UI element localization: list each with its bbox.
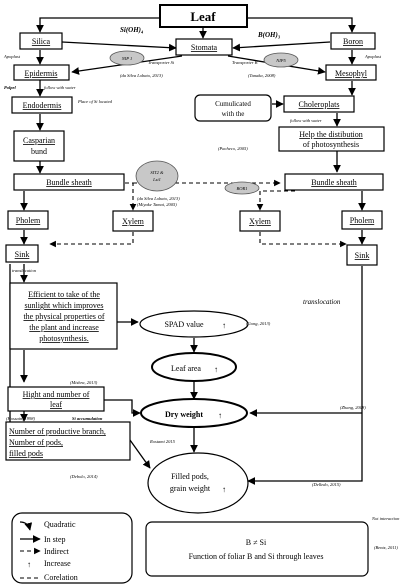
ref-hossain-note: (Hossain, 1998): [6, 416, 35, 421]
leaf-area-node: [152, 353, 236, 381]
xylem-right-box: [240, 211, 280, 231]
cholorplats-box: [284, 96, 354, 112]
efficient-box: [10, 283, 117, 349]
height-label-2: leaf: [50, 400, 62, 409]
silica-box: [20, 33, 62, 49]
efficient-line-2: sunlight which improves: [24, 301, 104, 310]
follow-water-right-note: follow with water: [290, 118, 322, 123]
leaf-area-label: Leaf area: [171, 364, 201, 373]
spad-label: SPAD value: [164, 320, 204, 329]
legend-quadratic: Quadratic: [44, 520, 76, 529]
productive-line-2: Number of pods,: [9, 438, 63, 447]
legend-in-step: In step: [44, 535, 66, 544]
endodermis-label: Endodermis: [22, 101, 62, 110]
sink-left-box: [6, 245, 38, 262]
efficient-line-5: photosynthesis.: [39, 334, 89, 343]
help-distribution-box: [279, 127, 384, 151]
productive-line-1: Number of productive branch,: [9, 427, 106, 436]
si-oh4-label: Si(OH)₄: [120, 26, 144, 34]
ref-miyake-note: (Miyake Tamai, 2005): [137, 202, 177, 207]
ref-rostami-note: Rostami 2015: [150, 439, 175, 444]
leaf-label: Leaf: [190, 9, 216, 24]
help-dist-label-2: of photosynthesis: [302, 140, 360, 149]
mesophyl-label: Mesophyl: [335, 69, 367, 78]
stomata-label: Stomata: [190, 43, 218, 52]
b-oh3-label: B(OH)₃: [258, 31, 281, 39]
endodermis-box: [12, 97, 72, 113]
bundle-sheath-right-box: [285, 174, 383, 190]
ref-pacheco-note: (Pacheco, 2005): [218, 146, 248, 151]
mesophyl-box: [326, 65, 376, 80]
legend: [12, 513, 132, 583]
ref-debolo-note: (Debolo, 2014): [70, 474, 98, 479]
filled-pods-increase-icon: ↑: [222, 485, 226, 494]
bor1-chip: [225, 182, 259, 194]
productive-box: [6, 422, 130, 460]
height-box: [8, 387, 104, 411]
sink-right-label: Sink: [354, 251, 370, 260]
translocation-right-note: translocation: [303, 298, 341, 306]
lsi1-chip: [110, 51, 144, 65]
nip5-label: NIP5: [276, 58, 286, 63]
spad-increase-icon: ↑: [222, 321, 226, 330]
efficient-line-4: the plant and increase: [29, 323, 99, 332]
not-interaction-note: Not interaction: [372, 516, 400, 521]
follow-water-note: follow with water: [44, 85, 76, 90]
xylem-left-box: [113, 211, 153, 231]
polpel-note: Polpel: [4, 85, 16, 90]
transporter-b-note: Transporter B: [232, 60, 258, 65]
ref-bentz-note: (Bentz, 2011): [374, 545, 398, 550]
bundle-sheath-right-label: Bundle sheath: [311, 178, 357, 187]
function-box-text: Function of foliar B and Si through leaves: [188, 552, 324, 561]
bundle-sheath-left-label: Bundle sheath: [46, 178, 92, 187]
legend-corelation: Corelation: [44, 573, 78, 582]
casparian-label-2: bund: [31, 147, 47, 156]
lsi1-label: NIP 1: [121, 56, 133, 61]
bor1-label: BOR1: [236, 186, 248, 191]
lsi2-chip: [136, 161, 178, 191]
casparian-box: [14, 131, 64, 161]
ref-tanaka-note: (Tanaka, 2008): [248, 73, 276, 78]
pholem-right-label: Pholem: [349, 216, 375, 225]
boron-label: Boron: [343, 37, 363, 46]
legend-increase-icon: ↑: [27, 560, 31, 569]
help-dist-label-1: Help the distibution: [299, 130, 363, 139]
transporter-si-note: Transporter Si: [148, 60, 175, 65]
apoplast-right-note: Apoplast: [365, 54, 382, 59]
filled-pods-node: [148, 453, 248, 513]
leaf-area-increase-icon: ↑: [214, 365, 218, 374]
sink-right-box: [347, 245, 377, 265]
casparian-label-1: Casparian: [23, 136, 55, 145]
pholem-left-box: [8, 211, 48, 229]
ref-gong-note: (Gong, 2013): [246, 321, 271, 326]
pholem-left-label: Pholem: [15, 216, 41, 225]
filled-pods-line-1: Filled pods,: [171, 472, 209, 481]
ref-zhang-note: (Zhang, 2008): [340, 405, 366, 410]
dry-weight-increase-icon: ↑: [218, 411, 222, 420]
boron-box: [331, 33, 375, 49]
efficient-line-3: the physical properties of: [23, 312, 105, 321]
height-label-1: Hight and number of: [22, 390, 90, 399]
translocation-left-note: translocation: [12, 268, 37, 273]
dry-weight-node: [141, 399, 247, 427]
spad-node: [140, 311, 248, 337]
ref-silva2-note: (da Silva Lobato, 2013): [137, 196, 180, 201]
silica-label: Silica: [31, 37, 51, 46]
ref-silva-note: (da Silva Lobato, 2013): [120, 73, 163, 78]
legend-increase: Increase: [44, 559, 71, 568]
bundle-sheath-left-box: [14, 174, 124, 190]
efficient-line-1: Efficient to take of the: [28, 290, 100, 299]
cumulated-label-2: with the: [221, 110, 245, 118]
si-accumulation-note: Si accumulation: [72, 416, 103, 421]
ref-delledo-note: (Delledo, 2015): [312, 482, 341, 487]
lsi2-label-1: SIT2 &: [150, 170, 164, 175]
cumulated-box: [195, 95, 271, 121]
filled-pods-line-2: grain weight: [169, 484, 211, 493]
xylem-right-label: Xylem: [249, 217, 271, 226]
nip5-chip: [264, 53, 298, 67]
stomata-box: [176, 39, 232, 55]
leaf-box: [160, 5, 247, 27]
epidermis-box: [14, 65, 69, 80]
productive-line-3: filled pods: [9, 449, 43, 458]
dry-weight-label: Dry weight: [165, 410, 203, 419]
epidermis-label: Epidermis: [24, 69, 58, 78]
lsi2-label-2: Lsi1: [153, 177, 161, 182]
sink-left-label: Sink: [14, 250, 30, 259]
function-box: [146, 522, 368, 576]
ref-mishra-note: (Mishra, 2013): [70, 380, 98, 385]
cumulated-label-1: Cumulicated: [215, 100, 251, 108]
site-si-note: Place of Si located: [78, 99, 112, 104]
apoplast-left-note: Apoplast: [4, 54, 21, 59]
pholem-right-box: [342, 211, 382, 229]
legend-indirect: Indirect: [44, 547, 69, 556]
cholorplats-label: Choleroplats: [298, 100, 340, 109]
function-box-title: B ≠ Si: [245, 538, 267, 547]
xylem-left-label: Xylem: [122, 217, 144, 226]
